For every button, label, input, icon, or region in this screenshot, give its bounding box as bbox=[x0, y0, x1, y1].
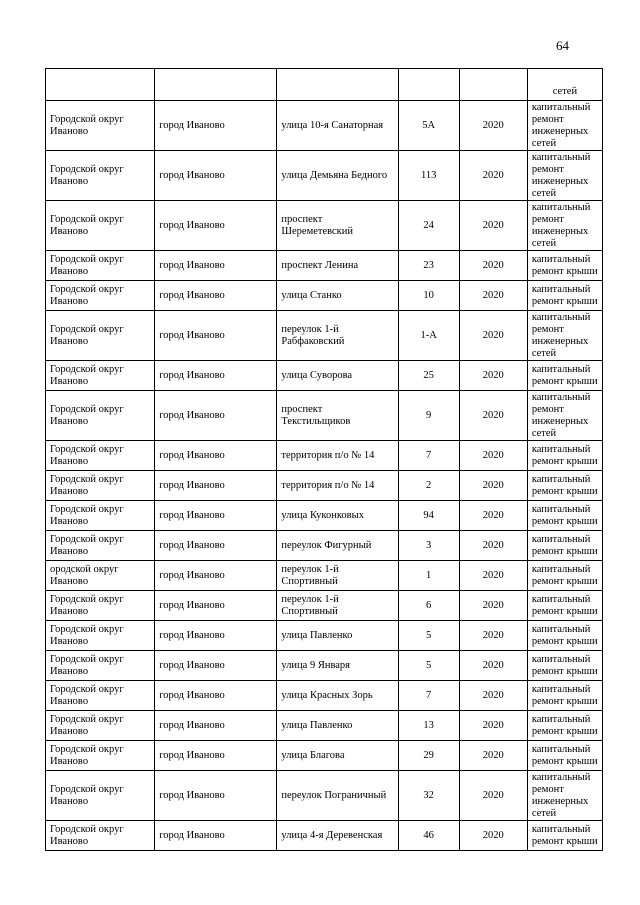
cell-district: Городской округ Иваново bbox=[46, 771, 155, 821]
cell-house: 7 bbox=[398, 681, 459, 711]
cell-work: капитальный ремонт крыши bbox=[527, 441, 602, 471]
cell-year: 2020 bbox=[459, 591, 527, 621]
cell-district: Городской округ Иваново bbox=[46, 201, 155, 251]
cell-street: переулок 1-й Спортивный bbox=[277, 561, 398, 591]
cell-city: город Иваново bbox=[155, 441, 277, 471]
cell-year: 2020 bbox=[459, 361, 527, 391]
cell-district bbox=[46, 69, 155, 101]
cell-house: 113 bbox=[398, 151, 459, 201]
cell-district: Городской округ Иваново bbox=[46, 311, 155, 361]
cell-district: Городской округ Иваново bbox=[46, 591, 155, 621]
cell-city: город Иваново bbox=[155, 471, 277, 501]
table-row bbox=[46, 821, 603, 851]
cell-house: 7 bbox=[398, 441, 459, 471]
cell-work: капитальный ремонт крыши bbox=[527, 591, 602, 621]
cell-district: Городской округ Иваново bbox=[46, 621, 155, 651]
cell-district: Городской округ Иваново bbox=[46, 741, 155, 771]
cell-city: город Иваново bbox=[155, 531, 277, 561]
cell-house: 94 bbox=[398, 501, 459, 531]
cell-work: капитальный ремонт крыши bbox=[527, 361, 602, 391]
cell-street: улица Благова bbox=[277, 741, 398, 771]
cell-year bbox=[459, 69, 527, 101]
cell-district: ородской округ Иваново bbox=[46, 561, 155, 591]
cell-city: город Иваново bbox=[155, 391, 277, 441]
cell-city: город Иваново bbox=[155, 501, 277, 531]
cell-city: город Иваново bbox=[155, 361, 277, 391]
cell-year: 2020 bbox=[459, 441, 527, 471]
cell-house: 5 bbox=[398, 621, 459, 651]
cell-year: 2020 bbox=[459, 501, 527, 531]
cell-district: Городской округ Иваново bbox=[46, 711, 155, 741]
cell-work: капитальный ремонт крыши bbox=[527, 561, 602, 591]
cell-year: 2020 bbox=[459, 681, 527, 711]
cell-work: капитальный ремонт инженерных сетей bbox=[527, 151, 602, 201]
cell-year: 2020 bbox=[459, 201, 527, 251]
table-row bbox=[46, 471, 603, 501]
cell-street: улица Суворова bbox=[277, 361, 398, 391]
cell-house: 13 bbox=[398, 711, 459, 741]
cell-house: 29 bbox=[398, 741, 459, 771]
cell-district: Городской округ Иваново bbox=[46, 531, 155, 561]
cell-year: 2020 bbox=[459, 821, 527, 851]
cell-street: улица Станко bbox=[277, 281, 398, 311]
cell-district: Городской округ Иваново bbox=[46, 151, 155, 201]
cell-city: город Иваново bbox=[155, 621, 277, 651]
cell-street: проспект Текстильщиков bbox=[277, 391, 398, 441]
cell-street: улица Павленко bbox=[277, 621, 398, 651]
table-row bbox=[46, 741, 603, 771]
cell-work: капитальный ремонт крыши bbox=[527, 621, 602, 651]
cell-street: улица Павленко bbox=[277, 711, 398, 741]
cell-work: капитальный ремонт крыши bbox=[527, 651, 602, 681]
cell-house: 23 bbox=[398, 251, 459, 281]
cell-district: Городской округ Иваново bbox=[46, 251, 155, 281]
cell-city: город Иваново bbox=[155, 741, 277, 771]
cell-district: Городской округ Иваново bbox=[46, 361, 155, 391]
cell-year: 2020 bbox=[459, 741, 527, 771]
cell-city: город Иваново bbox=[155, 591, 277, 621]
cell-city: город Иваново bbox=[155, 651, 277, 681]
cell-street: переулок 1-й Спортивный bbox=[277, 591, 398, 621]
table-row bbox=[46, 771, 603, 821]
cell-city: город Иваново bbox=[155, 281, 277, 311]
table-row bbox=[46, 621, 603, 651]
cell-street: проспект Шереметевский bbox=[277, 201, 398, 251]
cell-work bbox=[527, 69, 602, 101]
cell-work-text: сетей bbox=[552, 86, 578, 97]
table-row bbox=[46, 101, 603, 151]
cell-street: улица Демьяна Бедного bbox=[277, 151, 398, 201]
cell-city bbox=[155, 69, 277, 101]
cell-city: город Иваново bbox=[155, 151, 277, 201]
cell-house: 2 bbox=[398, 471, 459, 501]
cell-year: 2020 bbox=[459, 561, 527, 591]
cell-work: капитальный ремонт крыши bbox=[527, 711, 602, 741]
cell-work: капитальный ремонт крыши bbox=[527, 681, 602, 711]
table-row bbox=[46, 361, 603, 391]
table-row bbox=[46, 441, 603, 471]
cell-street: улица 10-я Санаторная bbox=[277, 101, 398, 151]
cell-city: город Иваново bbox=[155, 101, 277, 151]
cell-street: улица 9 Января bbox=[277, 651, 398, 681]
cell-year: 2020 bbox=[459, 311, 527, 361]
cell-year: 2020 bbox=[459, 621, 527, 651]
table-row bbox=[46, 531, 603, 561]
table-row bbox=[46, 561, 603, 591]
cell-year: 2020 bbox=[459, 281, 527, 311]
cell-street: проспект Ленина bbox=[277, 251, 398, 281]
cell-district: Городской округ Иваново bbox=[46, 821, 155, 851]
cell-street: переулок 1-й Рабфаковский bbox=[277, 311, 398, 361]
cell-work: капитальный ремонт инженерных сетей bbox=[527, 101, 602, 151]
cell-district: Городской округ Иваново bbox=[46, 281, 155, 311]
cell-street: улица Красных Зорь bbox=[277, 681, 398, 711]
cell-house: 9 bbox=[398, 391, 459, 441]
cell-work: капитальный ремонт инженерных сетей bbox=[527, 311, 602, 361]
cell-street: территория п/о № 14 bbox=[277, 471, 398, 501]
cell-city: город Иваново bbox=[155, 251, 277, 281]
cell-house: 10 bbox=[398, 281, 459, 311]
cell-year: 2020 bbox=[459, 151, 527, 201]
cell-house: 1 bbox=[398, 561, 459, 591]
cell-street: переулок Пограничный bbox=[277, 771, 398, 821]
cell-work: капитальный ремонт инженерных сетей bbox=[527, 771, 602, 821]
cell-year: 2020 bbox=[459, 711, 527, 741]
housing-repair-table bbox=[45, 68, 603, 851]
cell-year: 2020 bbox=[459, 101, 527, 151]
table-row bbox=[46, 501, 603, 531]
table-row-continued bbox=[46, 69, 603, 101]
cell-city: город Иваново bbox=[155, 681, 277, 711]
cell-district: Городской округ Иваново bbox=[46, 501, 155, 531]
cell-house: 46 bbox=[398, 821, 459, 851]
cell-house: 3 bbox=[398, 531, 459, 561]
cell-city: город Иваново bbox=[155, 711, 277, 741]
cell-work: капитальный ремонт инженерных сетей bbox=[527, 201, 602, 251]
cell-house: 32 bbox=[398, 771, 459, 821]
cell-city: город Иваново bbox=[155, 771, 277, 821]
cell-city: город Иваново bbox=[155, 821, 277, 851]
cell-year: 2020 bbox=[459, 391, 527, 441]
table-row bbox=[46, 251, 603, 281]
cell-district: Городской округ Иваново bbox=[46, 101, 155, 151]
cell-city: город Иваново bbox=[155, 311, 277, 361]
cell-house: 25 bbox=[398, 361, 459, 391]
cell-work: капитальный ремонт инженерных сетей bbox=[527, 391, 602, 441]
cell-year: 2020 bbox=[459, 251, 527, 281]
cell-work: капитальный ремонт крыши bbox=[527, 821, 602, 851]
cell-year: 2020 bbox=[459, 771, 527, 821]
table-row bbox=[46, 711, 603, 741]
cell-work: капитальный ремонт крыши bbox=[527, 471, 602, 501]
cell-district: Городской округ Иваново bbox=[46, 471, 155, 501]
cell-year: 2020 bbox=[459, 651, 527, 681]
cell-year: 2020 bbox=[459, 531, 527, 561]
table-row bbox=[46, 591, 603, 621]
cell-work: капитальный ремонт крыши bbox=[527, 501, 602, 531]
cell-street: улица Куконковых bbox=[277, 501, 398, 531]
table-row bbox=[46, 681, 603, 711]
cell-year: 2020 bbox=[459, 471, 527, 501]
cell-work: капитальный ремонт крыши bbox=[527, 531, 602, 561]
cell-street: переулок Фигурный bbox=[277, 531, 398, 561]
cell-city: город Иваново bbox=[155, 561, 277, 591]
cell-house bbox=[398, 69, 459, 101]
cell-house: 24 bbox=[398, 201, 459, 251]
table-row bbox=[46, 311, 603, 361]
table-row bbox=[46, 201, 603, 251]
table-row bbox=[46, 281, 603, 311]
cell-street: улица 4-я Деревенская bbox=[277, 821, 398, 851]
cell-house: 5А bbox=[398, 101, 459, 151]
cell-work: капитальный ремонт крыши bbox=[527, 281, 602, 311]
cell-street: территория п/о № 14 bbox=[277, 441, 398, 471]
cell-street bbox=[277, 69, 398, 101]
cell-district: Городской округ Иваново bbox=[46, 391, 155, 441]
cell-district: Городской округ Иваново bbox=[46, 681, 155, 711]
cell-house: 5 bbox=[398, 651, 459, 681]
table-row bbox=[46, 151, 603, 201]
cell-work: капитальный ремонт крыши bbox=[527, 741, 602, 771]
cell-city: город Иваново bbox=[155, 201, 277, 251]
cell-work: капитальный ремонт крыши bbox=[527, 251, 602, 281]
cell-house: 1-А bbox=[398, 311, 459, 361]
table-row bbox=[46, 651, 603, 681]
page-number: 64 bbox=[556, 38, 569, 53]
table-row bbox=[46, 391, 603, 441]
cell-district: Городской округ Иваново bbox=[46, 441, 155, 471]
cell-district: Городской округ Иваново bbox=[46, 651, 155, 681]
cell-house: 6 bbox=[398, 591, 459, 621]
